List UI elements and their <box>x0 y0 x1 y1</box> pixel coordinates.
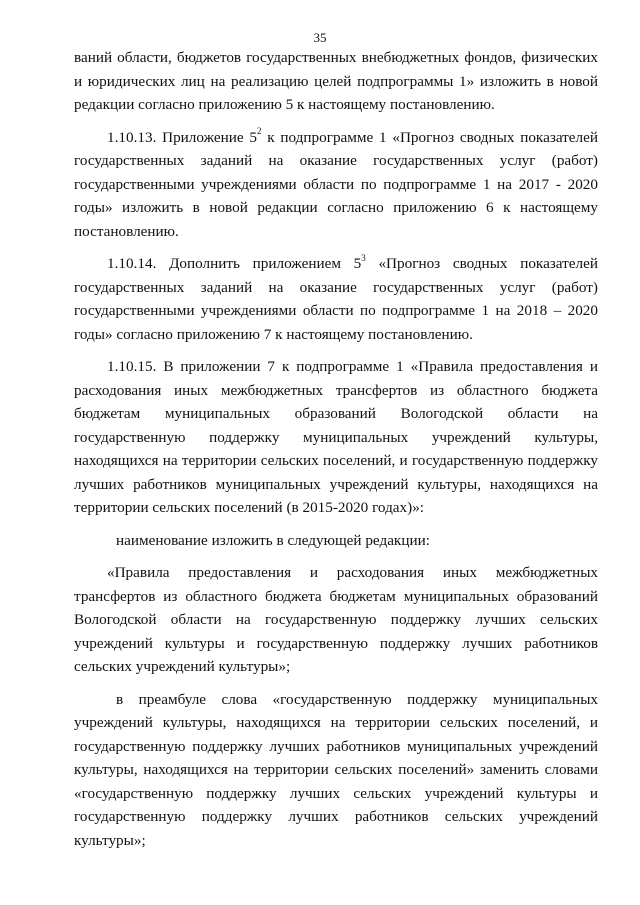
page-number: 35 <box>313 30 327 45</box>
superscript-3: 3 <box>361 252 366 263</box>
superscript-2: 2 <box>257 126 262 137</box>
paragraph-1-10-14 <box>74 252 598 346</box>
paragraph-preamble: в преамбуле слова «государственную поддержку муниципальных учреждений культуры, находящихся на территории сельских поселений, и государственную поддержку лучших работников муниципальных учреждений культуры, находящихся на территории сельских поселений» заменить словами «государственную поддержку лучших сельских учреждений культуры и государственную поддержку лучших работников сельских учреждений культуры»; <box>74 690 598 849</box>
paragraph-1-10-15: 1.10.15. В приложении 7 к подпрограмме 1 «Правила предоставления и расходования иных межбюджетных трансфертов из областного бюджета бюджетам муниципальных образований Вологодской области на государственную поддержку муниципальных учреждений культуры, находящихся на территории сельских поселений, и государственную поддержку лучших работников муниципальных учреждений культуры, находящихся на территории сельских поселений (в 2015-2020 годах)»: <box>74 358 598 516</box>
paragraph-1-10-14-rest: «Прогноз сводных показателей государственных заданий на оказание государственных услуг (работ) государственными учреждениями области по подпрограмме 1 на 2018 – 2020 годы» согласно приложению 7 к настоящему постановлению. <box>74 255 598 343</box>
paragraph-1-10-14-lead: 1.10.14. Дополнить приложением 5 <box>107 255 362 272</box>
paragraph-name-change: наименование изложить в следующей редакции: <box>116 531 430 549</box>
document-body <box>74 46 598 861</box>
paragraph-continuation: ваний области, бюджетов государственных внебюджетных фондов, физических и юридических лиц на реализацию целей подпрограммы 1» изложить в новой редакции согласно приложению 5 к настоящему постановлению. <box>74 49 598 113</box>
paragraph-1-10-13 <box>74 126 598 244</box>
paragraph-1-10-13-rest: к подпрограмме 1 «Прогноз сводных показателей государственных заданий на оказание государственных услуг (работ) государственными учреждениями области по подпрограмме 1 на 2017 - 2020 годы» изложить в новой редакции согласно приложению 6 к настоящему постановлению. <box>74 128 598 240</box>
paragraph-new-title: «Правила предоставления и расходования иных межбюджетных трансфертов из областного бюджета бюджетам муниципальных образований Вологодской области на государственную поддержку лучших сельских учреждений культуры и государственную поддержку лучших работников сельских учреждений культуры»; <box>74 564 598 675</box>
paragraph-1-10-13-lead: 1.10.13. Приложение 5 <box>107 128 257 146</box>
